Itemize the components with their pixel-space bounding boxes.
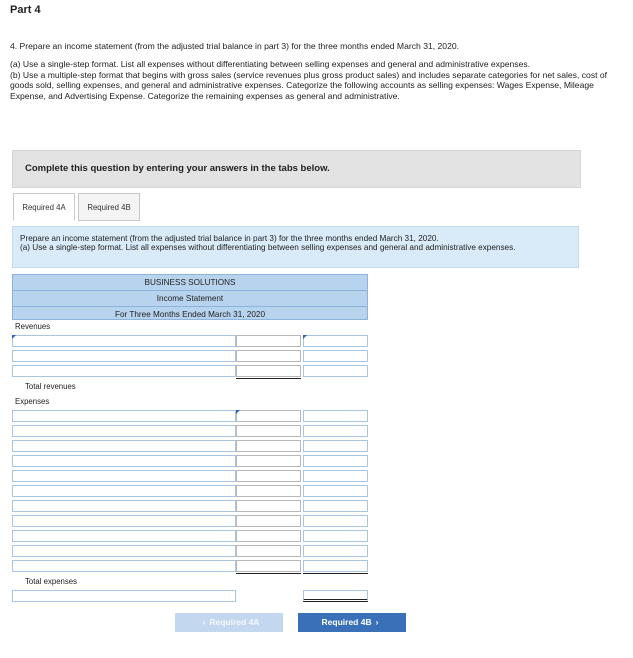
previous-tab-label: Required 4A [209,617,260,627]
question-item-b: (b) Use a multiple-step format that begins with gross sales (service revenues plus gross product sales) and includes separate categories for net sales, cost of goods sold, selling expenses, and general and administrative expenses. Categorize the following accounts as selling expenses: Wages Expense, Mileage Expense, and Advertising Expense. Categorize the remaining expenses as general and administrative. [10,69,608,101]
expense-account-input[interactable] [12,515,236,527]
expense-total-input[interactable] [303,560,368,572]
expense-account-input[interactable] [12,455,236,467]
tab-required-4a[interactable]: Required 4A [13,193,75,221]
question-item-a: (a) Use a single-step format. List all expenses without differentiating between selling expenses and general and administrative expenses. [10,59,531,70]
expense-amount-input[interactable] [236,560,301,572]
total-expenses-label: Total expenses [25,577,78,586]
expense-account-input[interactable] [12,410,236,422]
expense-total-input[interactable] [303,485,368,497]
complete-instructions-box [12,150,581,188]
tab-instructions [12,226,579,268]
revenue-amount-input[interactable] [236,365,301,377]
expense-amount-input[interactable] [236,485,301,497]
statement-period: For Three Months Ended March 31, 2020 [114,310,266,319]
expense-total-input[interactable] [303,470,368,482]
total-revenues-label: Total revenues [25,382,76,391]
expenses-label: Expenses [15,397,50,406]
expense-total-input[interactable] [303,440,368,452]
expense-amount-input[interactable] [236,470,301,482]
instruction-line-1: Prepare an income statement (from the adjusted trial balance in part 3) for the three months ended March 31, 2020. [20,234,439,243]
net-income-account-input[interactable] [12,590,236,602]
expense-total-input[interactable] [303,410,368,422]
expense-account-input[interactable] [12,530,236,542]
revenue-account-input[interactable] [12,350,236,362]
revenue-account-input[interactable] [12,335,236,347]
expense-account-input[interactable] [12,545,236,557]
question-main: 4. Prepare an income statement (from the adjusted trial balance in part 3) for the three months ended March 31, 2020. [10,41,460,51]
expense-total-input[interactable] [303,545,368,557]
expense-amount-input[interactable] [236,455,301,467]
question-text [10,41,622,101]
expense-total-input[interactable] [303,515,368,527]
company-name: BUSINESS SOLUTIONS [13,275,367,291]
expense-amount-input[interactable] [236,515,301,527]
revenue-total-input[interactable] [303,335,368,347]
expense-account-input[interactable] [12,560,236,572]
expense-amount-input[interactable] [236,425,301,437]
statement-title: Income Statement [13,291,367,307]
net-income-amount-input[interactable] [303,590,368,602]
expense-total-input[interactable] [303,425,368,437]
revenue-total-input[interactable] [303,350,368,362]
subtotal-rule [236,573,301,574]
revenue-amount-input[interactable] [236,335,301,347]
expense-account-input[interactable] [12,485,236,497]
part-title: Part 4 [10,4,41,16]
expense-total-input[interactable] [303,500,368,512]
revenue-amount-input[interactable] [236,350,301,362]
expense-account-input[interactable] [12,440,236,452]
expense-account-input[interactable] [12,470,236,482]
revenue-account-input[interactable] [12,365,236,377]
chevron-right-icon: › [375,617,379,627]
statement-header [12,274,368,320]
tab-required-4b[interactable]: Required 4B [78,193,140,221]
expense-amount-input[interactable] [236,500,301,512]
expense-account-input[interactable] [12,425,236,437]
revenue-total-input[interactable] [303,365,368,377]
expense-account-input[interactable] [12,500,236,512]
chevron-left-icon: ‹ [202,617,206,627]
expense-amount-input[interactable] [236,440,301,452]
expense-amount-input[interactable] [236,545,301,557]
expense-amount-input[interactable] [236,530,301,542]
complete-instructions-text: Complete this question by entering your answers in the tabs below. [25,163,330,174]
expense-amount-input[interactable] [236,410,301,422]
instruction-line-2: (a) Use a single-step format. List all expenses without differentiating between selling expenses and general and administrative expenses. [20,243,516,253]
subtotal-rule [303,573,368,574]
next-tab-button[interactable] [298,613,406,632]
revenues-label: Revenues [15,322,51,331]
next-tab-label: Required 4B [321,617,372,627]
expense-total-input[interactable] [303,455,368,467]
subtotal-rule [236,378,301,379]
previous-tab-button[interactable] [175,613,283,632]
expense-total-input[interactable] [303,530,368,542]
